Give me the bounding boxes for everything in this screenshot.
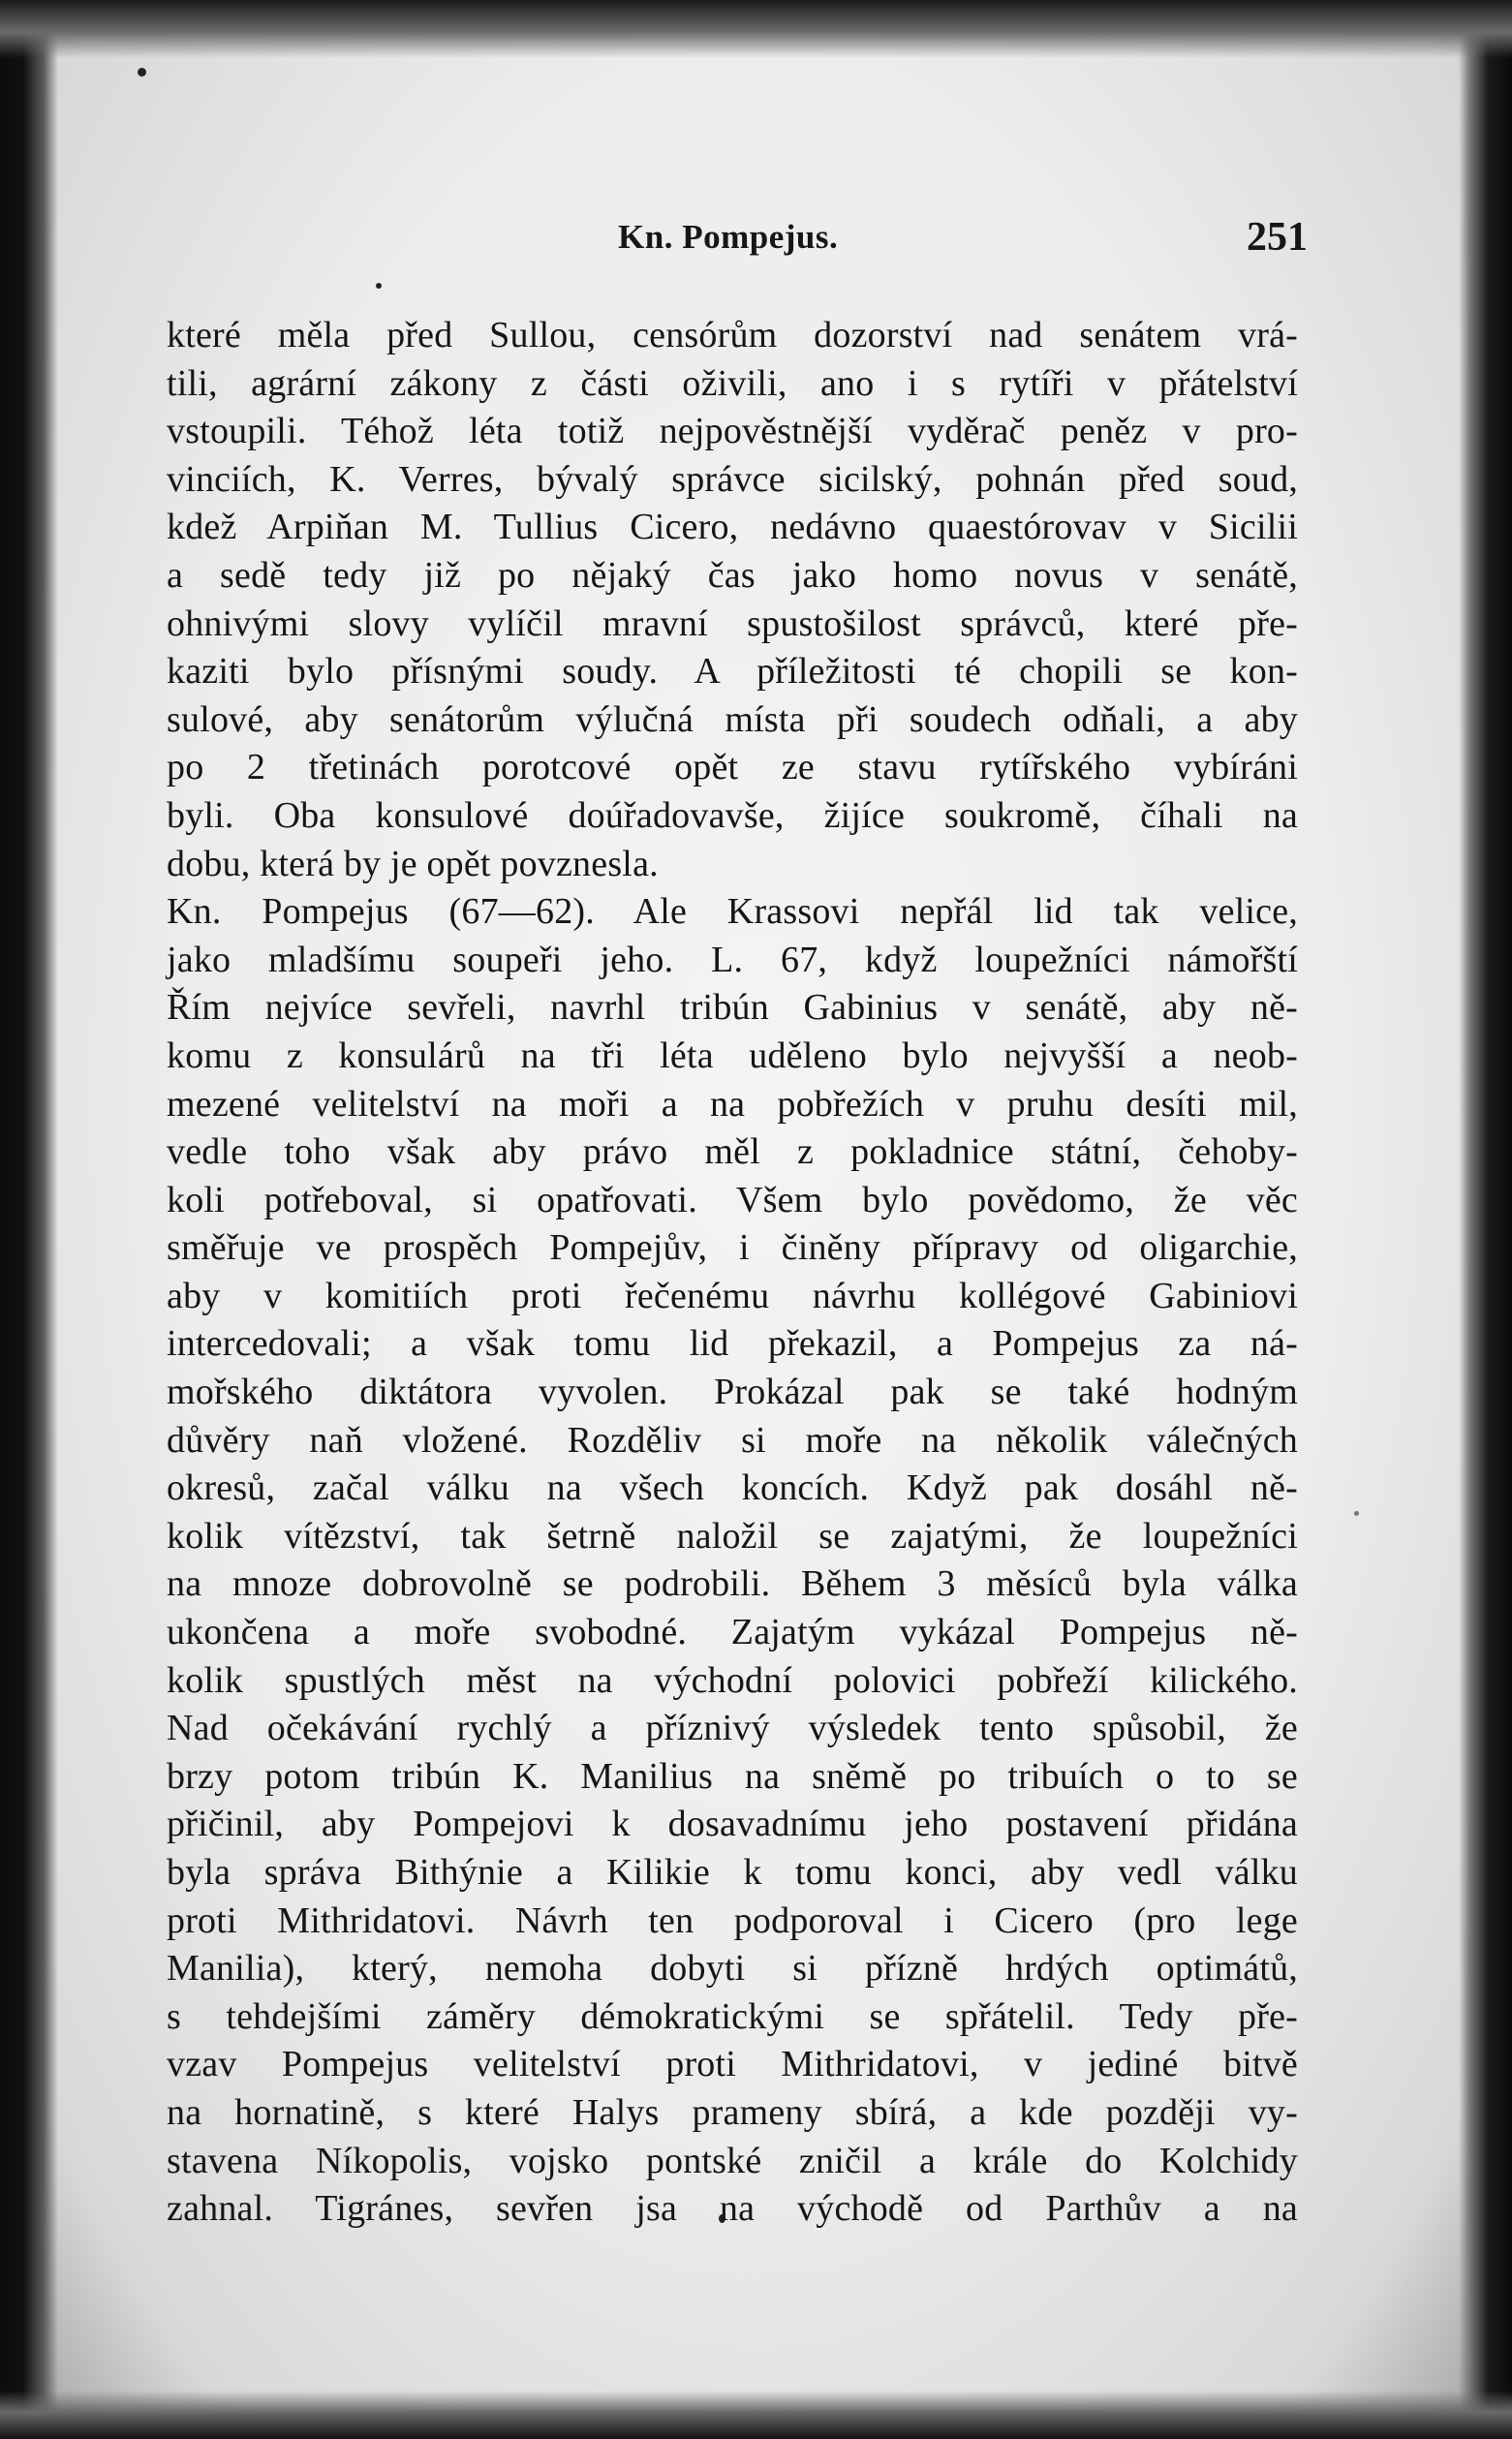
text-line: směřuje ve prospěch Pompejův, i činěny přípravy od oligarchie, <box>167 1227 1298 1269</box>
text-line: mořského diktátora vyvolen. Prokázal pak se také hodným <box>167 1372 1298 1413</box>
text-line: stavena Níkopolis, vojsko pontské zničil a krále do Kolchidy <box>167 2140 1298 2181</box>
page-edge-top <box>0 0 1512 58</box>
running-head <box>165 215 1308 266</box>
ink-speck <box>1354 1511 1359 1516</box>
text-line: přičinil, aby Pompejovi k dosavadnímu jeho postavení přidána <box>167 1804 1298 1845</box>
page-edge-bottom <box>0 2391 1512 2439</box>
text-line: Nad očekávání rychlý a příznivý výsledek tento spůsobil, že <box>167 1708 1298 1749</box>
text-line: proti Mithridatovi. Návrh ten podporoval i Cicero (pro lege <box>167 1899 1298 1941</box>
text-line: vedle toho však aby právo měl z pokladnice státní, čehoby- <box>167 1131 1298 1173</box>
text-line: po 2 třetinách porotcové opět ze stavu rytířského vybíráni <box>167 747 1298 788</box>
text-line: kaziti bylo přísnými soudy. A příležitosti té chopili se kon- <box>167 651 1298 693</box>
text-line: a sedě tedy již po nějaký čas jako homo novus v senátě, <box>167 554 1298 596</box>
text-line: sulové, aby senátorům výlučná místa při soudech odňali, a aby <box>167 698 1298 740</box>
page-number: 251 <box>1247 215 1308 260</box>
text-line: které měla před Sullou, censórům dozorství nad senátem vrá- <box>167 315 1298 355</box>
text-line: kolik vítězství, tak šetrně naložil se zajatými, že loupežníci <box>167 1515 1298 1557</box>
text-line: byli. Oba konsulové doúřadovavše, žijíce soukromě, číhali na <box>167 794 1298 836</box>
text-line: kdež Arpiňan M. Tullius Cicero, nedávno quaestórovav v Sicilii <box>167 507 1298 548</box>
text-line: okresů, začal válku na všech koncích. Když pak dosáhl ně- <box>167 1467 1298 1509</box>
ink-speck <box>376 283 382 289</box>
ink-speck <box>138 68 146 77</box>
text-line: vzav Pompejus velitelství proti Mithridatovi, v jediné bitvě <box>167 2044 1298 2085</box>
text-line: tili, agrární zákony z části oživili, ano i s rytíři v přátelství <box>167 362 1298 404</box>
text-line: zahnal. Tigránes, sevřen jsa na východě od Parthův a na <box>167 2188 1298 2230</box>
page-edge-right <box>1459 0 1512 2439</box>
text-line: dobu, která by je opět povznesla. <box>167 843 659 884</box>
text-line: na mnoze dobrovolně se podrobili. Během 3 měsíců byla válka <box>167 1563 1298 1605</box>
text-line: vstoupili. Téhož léta totiž nejpověstnější vyděrač peněz v pro- <box>167 411 1298 452</box>
body-text <box>167 312 1298 2234</box>
text-line: koli potřeboval, si opatřovati. Všem bylo povědomo, že věc <box>167 1179 1298 1220</box>
text-line: byla správa Bithýnie a Kilikie k tomu konci, aby vedl válku <box>167 1852 1298 1893</box>
text-line: mezené velitelství na moři a na pobřežích v pruhu desíti mil, <box>167 1083 1298 1125</box>
text-line: aby v komitiích proti řečenému návrhu kollégové Gabiniovi <box>167 1275 1298 1316</box>
text-line: jako mladšímu soupeři jeho. L. 67, když loupežníci námořští <box>167 939 1298 980</box>
text-line: ohnivými slovy vylíčil mravní spustošilost správců, které pře- <box>167 602 1298 644</box>
text-line: ukončena a moře svobodné. Zajatým vykázal Pompejus ně- <box>167 1612 1298 1653</box>
text-line: vinciích, K. Verres, bývalý správce sicilský, pohnán před soud, <box>167 458 1298 500</box>
text-line: komu z konsulárů na tři léta uděleno bylo nejvyšší a neob- <box>167 1034 1298 1076</box>
text-line: kolik spustlých měst na východní polovici pobřeží kilického. <box>167 1659 1298 1701</box>
text-line: důvěry naň vložené. Rozděliv si moře na několik válečných <box>167 1419 1298 1461</box>
page-edge-left <box>0 0 58 2439</box>
text-line: s tehdejšími záměry démokratickými se spřátelil. Tedy pře- <box>167 1995 1298 2037</box>
text-line: brzy potom tribún K. Manilius na sněmě po tribuích o to se <box>167 1755 1298 1797</box>
text-line: Kn. Pompejus (67—62). Ale Krassovi nepřál lid tak velice, <box>167 891 1298 933</box>
text-line: intercedovali; a však tomu lid překazil, a Pompejus za ná- <box>167 1323 1298 1365</box>
text-line: Manilia), který, nemoha dobyti si přízně hrdých optimátů, <box>167 1948 1298 1990</box>
running-head-title: Kn. Pompejus. <box>618 218 839 256</box>
text-line: na hornatině, s které Halys prameny sbírá, a kde později vy- <box>167 2091 1298 2133</box>
text-line: Řím nejvíce sevřeli, navrhl tribún Gabinius v senátě, aby ně- <box>167 987 1298 1029</box>
